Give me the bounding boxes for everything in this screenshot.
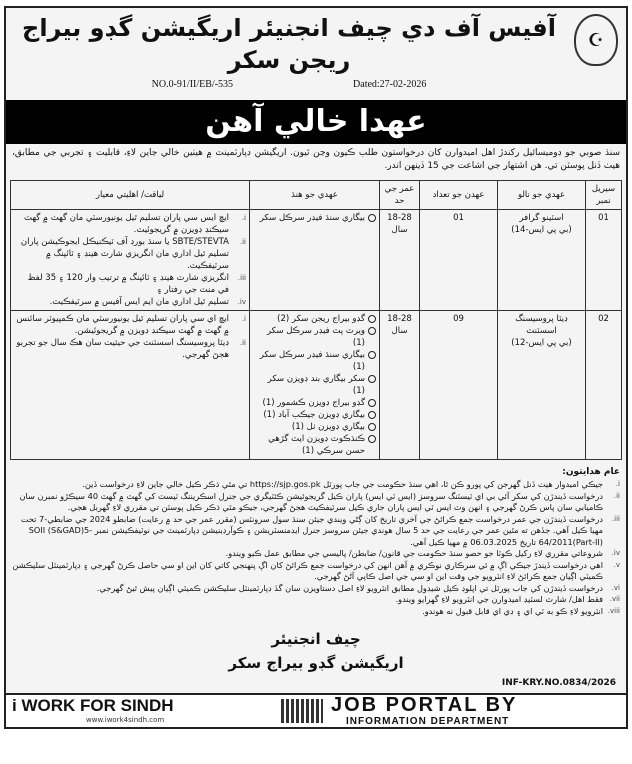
bullet-circle-icon <box>368 423 376 431</box>
station: گڊو بيراج ريجن سکر (2) <box>277 314 365 324</box>
station: بيگاري سنڌ فيڊر سرڪل سکر (1) <box>259 350 365 372</box>
header <box>6 8 626 96</box>
instruction-text: درخواست ڏيندڙن کي جاب پورٽل تي اپلوڊ ڪيل شيڊول مطابق انٽرويو لاءِ اصل دستاويزن سان گڏ ڊپارٽمينٽل سليڪشن ڪميٽي اڳيان پيش ٿيڻ گهرجي. <box>96 582 603 593</box>
post <box>498 210 586 311</box>
item-num: iv. <box>611 549 620 557</box>
serial: 02 <box>586 311 622 460</box>
item-num: iii. <box>611 514 620 523</box>
date: Dated:27-02-2026 <box>353 79 427 90</box>
instruction-text: درخواست ڏيندڙن جي عمر درخواست جمع ڪرائڻ جي آخري تاريخ کان ڳڻي ويندي جيئن سنڌ سول سرونٽس (مقرر عمر جي حد ۾ رعايت) ضابطو 2024 جي ضابطي-7 تحت مهيا ڪيل آهي. جڏهن ته مٿين عمر جي رعايت جي حد 5 سال هوندي جيئن سروسز جنرل ايڊمنسٽريشن ۽ ڪوآرڊينيشن ڊپارٽمينٽ جي نوٽيفڪيشن نمبر SOII (S&GAD)5-64/2011(Part-II) تاريخ 06.03.2025 ۾ مهيا ڪيل آهي. <box>20 513 603 547</box>
item-num: vi. <box>611 583 620 592</box>
item-num: ii. <box>613 491 620 500</box>
bullet-circle-icon <box>368 375 376 383</box>
station-item <box>253 349 376 373</box>
qualification: تسليم ٿيل اداري مان ايم ايس آفيس ۾ سرٽيفڪيٽ. <box>49 297 229 307</box>
station-item <box>253 313 376 325</box>
qualifications <box>11 210 250 311</box>
count: 09 <box>420 311 498 460</box>
general-instructions <box>6 460 626 617</box>
col-qualification: لياقت/ اهليتي معيار <box>11 181 250 210</box>
iwork-url[interactable]: www.iwork4sindh.com <box>86 716 165 724</box>
station: سکر بيگاري بند ڊويزن سکر (1) <box>267 374 365 396</box>
station-item <box>253 325 376 349</box>
iwork-logo: i WORK FOR SINDH <box>12 696 174 715</box>
signature-block <box>186 627 446 675</box>
item-num: ii. <box>239 339 246 347</box>
col-station: عهدي جو هنڌ <box>250 181 380 210</box>
station: ڪنڌڪوٽ ڊويزن ايٽ گڙهي حسن سرڪي (1) <box>268 434 365 456</box>
item-num: viii. <box>607 606 620 615</box>
qualifications <box>11 311 250 460</box>
sindh-government-logo-icon: ☪ <box>574 14 618 66</box>
bullet-circle-icon <box>368 327 376 335</box>
station: بيگاري ڊويزن جيڪب آباد (1) <box>263 410 365 420</box>
post <box>498 311 586 460</box>
station-item <box>253 409 376 421</box>
office-title: آفيس آف دي چيف انجنيئر اريگيشن گڊو بيراج ريجن سکر <box>22 14 556 74</box>
reference-row <box>12 78 566 92</box>
age: 18-28 سال <box>380 210 420 311</box>
station: بيگاري ڊويزن ٺل (1) <box>291 422 365 432</box>
col-serial: سيريل نمبر <box>586 181 622 210</box>
post-bps: (بي پي ايس-14) <box>511 225 572 235</box>
instruction-text: اهي درخواست ڏيندڙ جيڪي اڳ ۾ ئي سرڪاري نوڪري ۾ آهن انهن کي درخواست جمع ڪرائڻ کان اڳ پنهنجي کاتي کان اين او سي حاصل ڪرڻ گهرجي ۽ ڊپارٽمينٽل سليڪشن ڪميٽي اڳيان جمع ڪرائڻ لاءِ انٽرويو جي وقت اين او سي جي اصل ڪاپي آڻڻ گهرجي. <box>12 559 603 581</box>
instruction-text: جيڪي اميدوار هيٺ ڏنل گهرجن کي پورو ڪن ٿا، اهي سنڌ حڪومت جي جاب پورٽل https://sjp.gos.pk تي مٿي ذڪر ڪيل خالي جاين لاءِ درخواست ڏين. <box>82 479 603 489</box>
station-item <box>253 421 376 433</box>
item-num: i. <box>241 214 246 222</box>
signatory-title: چيف انجنيئر <box>271 630 361 648</box>
vacancy-table <box>10 180 622 460</box>
instruction-item <box>12 560 620 583</box>
col-age: عمر جي حد <box>380 181 420 210</box>
item-num: iv. <box>237 298 246 306</box>
col-count: عهدن جو تعداد <box>420 181 498 210</box>
bullet-circle-icon <box>368 435 376 443</box>
reference-number: NO.0-91/II/EB/-535 <box>151 79 234 90</box>
footer <box>6 693 626 727</box>
instruction-item <box>12 514 620 549</box>
item-num: v. <box>613 560 620 569</box>
stations <box>250 311 380 460</box>
item-num: i. <box>615 480 620 488</box>
table-row <box>11 210 622 311</box>
instruction-item <box>12 548 620 560</box>
stations <box>250 210 380 311</box>
job-portal-text: JOB PORTAL BY <box>331 694 518 716</box>
serial: 01 <box>586 210 622 311</box>
qr-code-icon <box>281 699 323 723</box>
bullet-circle-icon <box>368 399 376 407</box>
inf-number: INF-KRY.NO.0834/2026 <box>501 678 616 688</box>
instruction-item <box>12 479 620 491</box>
bullet-circle-icon <box>368 214 376 222</box>
instruction-item <box>12 583 620 595</box>
advertisement <box>4 6 628 729</box>
iwork-text: WORK FOR SINDH <box>21 696 174 715</box>
qualification: ڊيٽا پروسيسنگ اسسٽنٽ جي حيثيت سان هڪ سال جو تجربو هجڻ گهرجي. <box>16 338 229 360</box>
qualification: ايڇ اي سي پاران تسليم ٿيل يونيورسٽي مان ڪمپيوٽر سائنس ۾ گهٽ ۾ گهٽ سيڪنڊ ڊويزن ۾ گريجوئيشن. <box>16 314 229 336</box>
item-num: i. <box>241 315 246 323</box>
qualification: SBTE/STEVTA يا سنڌ بورڊ آف ٽيڪنيڪل ايجوڪيشن پاران تسليم ٿيل اداري مان انگريزي شارٽ هينڊ ۽ ٽائپنگ ۾ سرٽيفڪيٽ. <box>20 237 229 271</box>
instruction-text: درخواست ڏيندڙن کي سکر آئي بي اي ٽيسٽنگ سروسز (ايس ٽي ايس) پاران ڪيل گريجوئيشن ڪئٽيگري جي جنرل اسڪريننگ ٽيسٽ کي گهٽ ۾ گهٽ 40 سيڪڙو نمبرن سان ڪاميابي سان پاس ڪرڻ گهرجي ۽ انهن وٽ ايس ٽي ايس پاران جاري ڪيل سرٽيفڪيٽ هجڻ گهرجي، جيڪو مٿي ذڪر ڪيل پوسٽن تي مقرري لاءِ گهربل هجي. <box>19 490 603 512</box>
qualification: ايڇ ايس سي پاران تسليم ٿيل يونيورسٽي مان گهٽ ۾ گهٽ سيڪنڊ ڊويزن ۾ گريجوئيٽ. <box>24 213 229 235</box>
instruction-text: شروعاتي مقرري لاءِ رکيل ڪوٽا جو حصو سنڌ حڪومت جي قانون/ ضابطن/ پاليسي جي مطابق عمل ڪيو ويندو. <box>225 548 603 558</box>
instruction-text: انٽرويو لاءِ ڪو به ٽي اي ۽ ڊي اي قابل قبول نه هوندو. <box>422 605 603 616</box>
intro-paragraph: سنڌ صوبي جو ڊوميسائيل رکندڙ اهل اميدوارن کان درخواستون طلب ڪيون وڃن ٿيون. اريگيشن ڊپارٽمينٽ ۾ هيٺين خالي جاين لاءِ، قابليت ۽ تجربي جي مطابق، هيٺ ڏنل پوسٽن تي. هن اشتهار جي اشاعت جي 15 ڏينهن اندر. <box>12 148 620 171</box>
instruction-item <box>12 491 620 514</box>
bullet-circle-icon <box>368 315 376 323</box>
bullet-circle-icon <box>368 411 376 419</box>
station: ويرٽ پٽ فيڊر سرڪل سکر (1) <box>266 326 365 348</box>
item-num: vii. <box>609 595 620 603</box>
station: بيگاري سنڌ فيڊر سرڪل سکر <box>259 213 365 223</box>
instructions-heading: عام هدايتون: <box>562 467 620 477</box>
post-name: اسٽينو گرافر <box>519 213 564 223</box>
vacancies-banner: عهدا خالي آهن <box>6 100 626 144</box>
item-num: ii. <box>239 238 246 246</box>
station-item <box>253 433 376 457</box>
table-row <box>11 311 622 460</box>
col-post: عهدي جو نالو <box>498 181 586 210</box>
bullet-circle-icon <box>368 351 376 359</box>
count: 01 <box>420 210 498 311</box>
post-bps: (بي پي ايس-12) <box>511 338 572 348</box>
instruction-text: فقط اهل/ شارٽ لسٽيڊ اميدوارن جي انٽرويو لاءِ گهرايو ويندو. <box>395 594 603 604</box>
age: 18-28 سال <box>380 311 420 460</box>
qualification: انگريزي شارٽ هينڊ ۽ ٽائپنگ ۾ ترتيب وار 120 ۽ 35 لفظ في منٽ جي رفتار ۽ <box>27 273 229 295</box>
post-name: ڊيٽا پروسيسنگ اسسٽنٽ <box>515 314 568 336</box>
station-item <box>253 397 376 409</box>
station: گڊو بيراج ڊويزن ڪشمور (1) <box>262 398 365 408</box>
instruction-item <box>12 594 620 606</box>
instruction-item <box>12 606 620 618</box>
signatory-office: اريگيشن گڊو بيراج سکر <box>228 654 404 672</box>
item-num: iii. <box>237 274 246 282</box>
station-item <box>253 373 376 397</box>
department-text: INFORMATION DEPARTMENT <box>346 716 510 727</box>
